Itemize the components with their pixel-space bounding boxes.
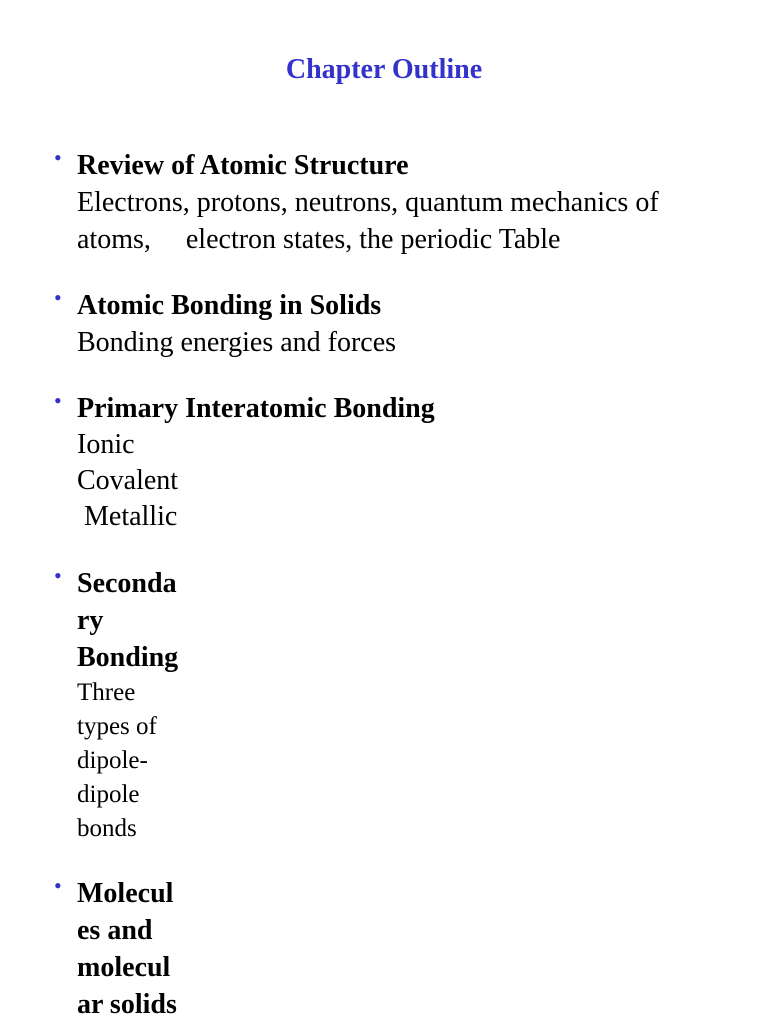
bullet-icon: • — [54, 873, 62, 898]
section-title-line: ar solids — [77, 989, 177, 1020]
section-title-line: Seconda — [77, 568, 177, 599]
bullet-icon: • — [54, 285, 62, 310]
bullet-icon: • — [54, 388, 62, 413]
outline-item — [54, 145, 659, 258]
section-title-line: es and — [77, 915, 153, 946]
bullet-icon: • — [54, 563, 62, 588]
section-line: dipole- — [77, 747, 148, 774]
section-line: Covalent — [77, 465, 179, 496]
bullet-icon: • — [54, 145, 62, 170]
section-line: Ionic — [77, 429, 135, 460]
section-line: bonds — [77, 815, 137, 842]
section-line: Electrons, protons, neutrons, quantum mechanics of — [77, 187, 659, 218]
outline-item — [54, 285, 397, 361]
section-title-line: Bonding — [77, 642, 179, 673]
section-line: Bonding energies and forces — [77, 327, 397, 358]
page-title: Chapter Outline — [285, 54, 483, 85]
outline-item — [54, 388, 435, 535]
section-line: atoms, electron states, the periodic Table — [77, 224, 561, 255]
section-line: dipole — [77, 781, 140, 808]
section-title-line: ry — [77, 605, 104, 636]
section-title: Review of Atomic Structure — [77, 150, 409, 181]
section-line: types of — [77, 713, 157, 740]
outline-item — [54, 873, 177, 1023]
section-title: Primary Interatomic Bonding — [77, 393, 435, 424]
section-title-line: molecul — [77, 952, 171, 983]
section-title: Atomic Bonding in Solids — [77, 290, 382, 321]
section-line: Three — [77, 679, 136, 706]
outline-item — [54, 563, 179, 846]
section-line: Metallic — [77, 501, 178, 532]
section-title-line: Molecul — [77, 878, 174, 909]
